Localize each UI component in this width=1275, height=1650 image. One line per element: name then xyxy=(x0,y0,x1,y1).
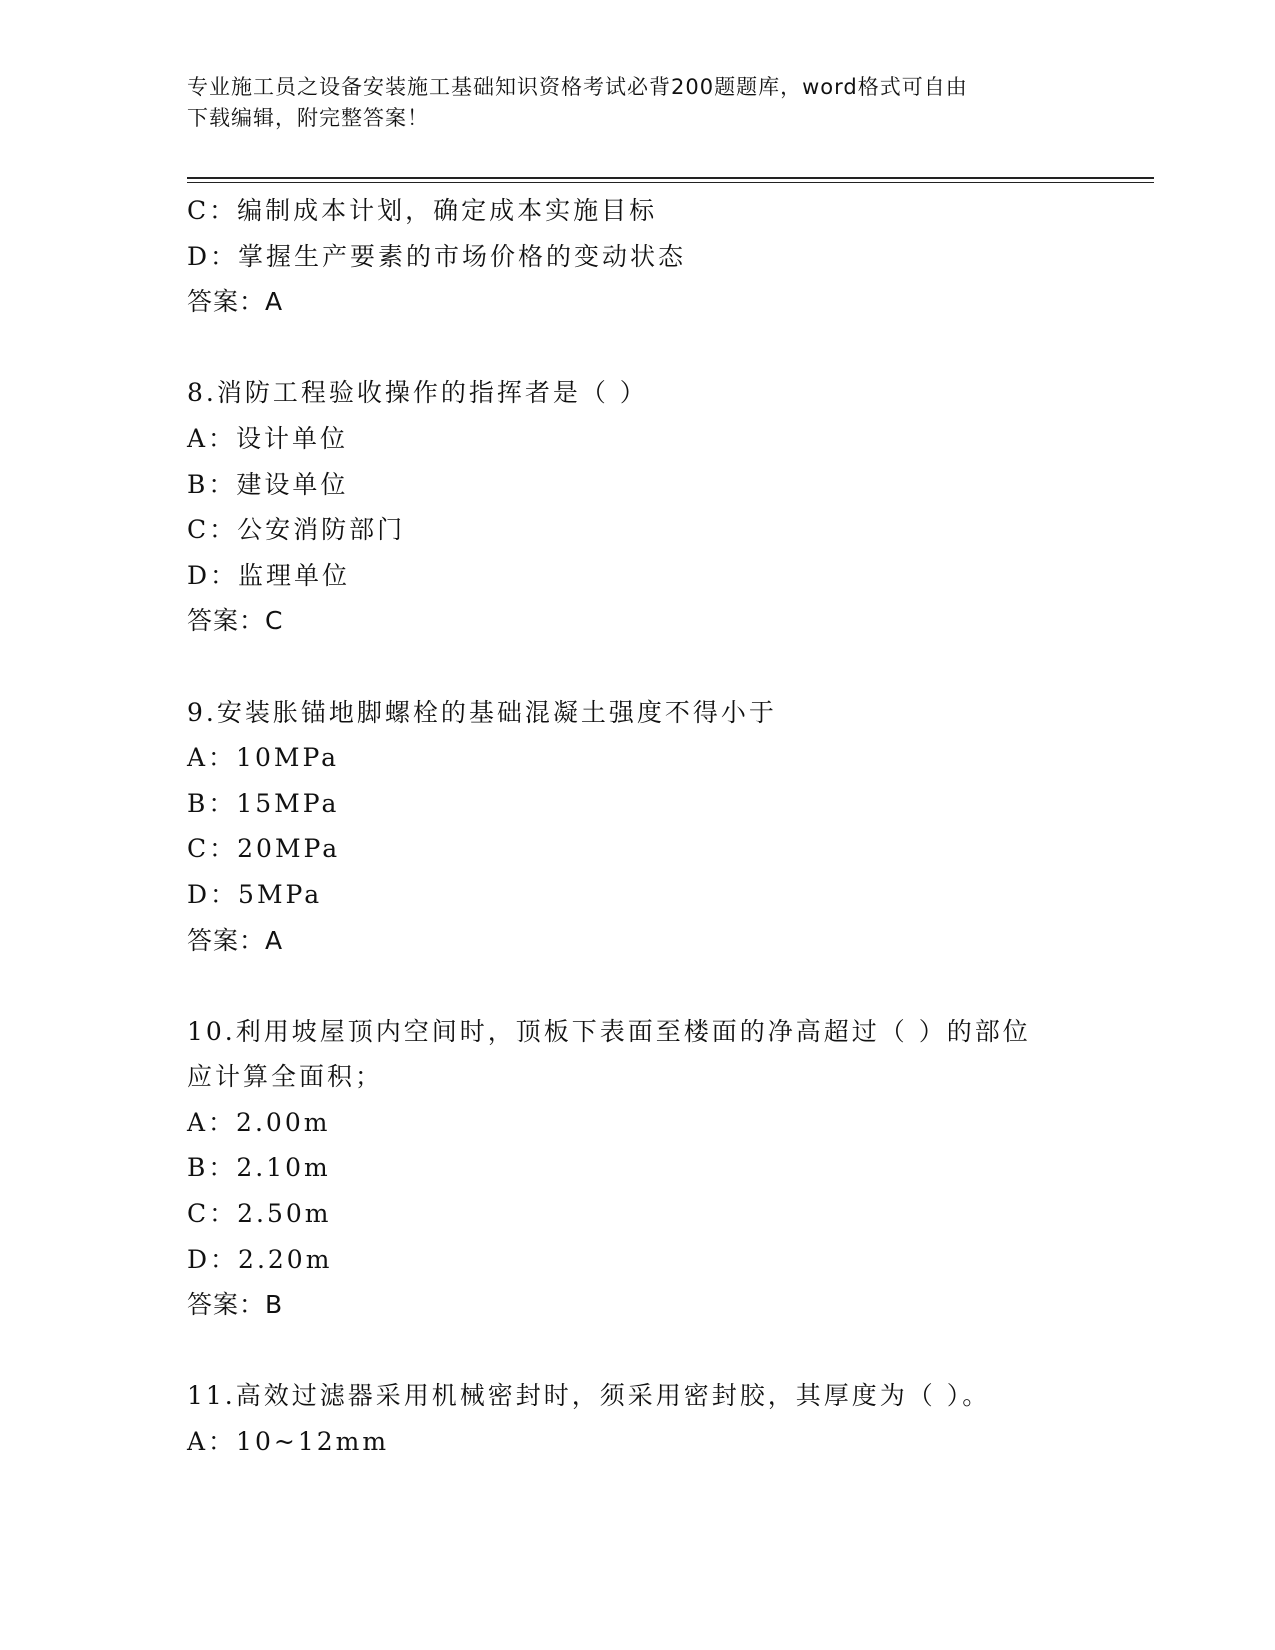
question-stem: 9.安装胀锚地脚螺栓的基础混凝土强度不得小于 xyxy=(187,697,777,727)
option-d: D：掌握生产要素的市场价格的变动状态 xyxy=(187,241,687,271)
answer-line: 答案：B xyxy=(187,1290,284,1320)
spacer xyxy=(187,325,1087,371)
spacer xyxy=(187,963,1087,1009)
header-line-2: 下载编辑，附完整答案！ xyxy=(187,106,429,130)
option-b: B：15MPa xyxy=(187,788,340,818)
document-header xyxy=(187,72,1067,134)
option-c: C：20MPa xyxy=(187,834,341,864)
option-a: A：10MPa xyxy=(187,743,340,773)
question-stem: 11.高效过滤器采用机械密封时，须采用密封胶，其厚度为（ ）。 xyxy=(187,1381,991,1411)
spacer xyxy=(187,1328,1087,1374)
header-line-1: 专业施工员之设备安装施工基础知识资格考试必背200题题库，word格式可自由 xyxy=(187,75,968,99)
header-divider-bottom xyxy=(187,182,1154,183)
spacer xyxy=(187,644,1087,690)
option-a: A：设计单位 xyxy=(187,423,349,453)
question-stem: 10.利用坡屋顶内空间时，顶板下表面至楼面的净高超过（ ）的部位 xyxy=(187,1016,1031,1046)
question-stem-continued: 应计算全面积； xyxy=(187,1062,384,1092)
option-d: D：2.20m xyxy=(187,1244,333,1274)
header-divider-top xyxy=(187,177,1154,179)
question-11 xyxy=(187,1373,1087,1464)
option-a: A：2.00m xyxy=(187,1107,331,1137)
question-9 xyxy=(187,690,1087,964)
answer-line: 答案：A xyxy=(187,925,284,955)
option-b: B：建设单位 xyxy=(187,469,349,499)
option-d: D：监理单位 xyxy=(187,560,351,590)
option-c: C：公安消防部门 xyxy=(187,515,406,545)
option-c: C：2.50m xyxy=(187,1199,332,1229)
question-8 xyxy=(187,370,1087,644)
option-c: C：编制成本计划，确定成本实施目标 xyxy=(187,196,658,225)
option-d: D：5MPa xyxy=(187,879,323,909)
question-7-continuation xyxy=(187,188,1087,325)
answer-line: 答案：C xyxy=(187,606,284,636)
answer-line: 答案：A xyxy=(187,287,284,317)
option-a: A：10~12mm xyxy=(187,1427,390,1457)
question-list xyxy=(187,188,1087,1465)
option-b: B：2.10m xyxy=(187,1153,331,1183)
question-stem: 8.消防工程验收操作的指挥者是（ ） xyxy=(187,378,648,408)
question-10 xyxy=(187,1009,1087,1328)
